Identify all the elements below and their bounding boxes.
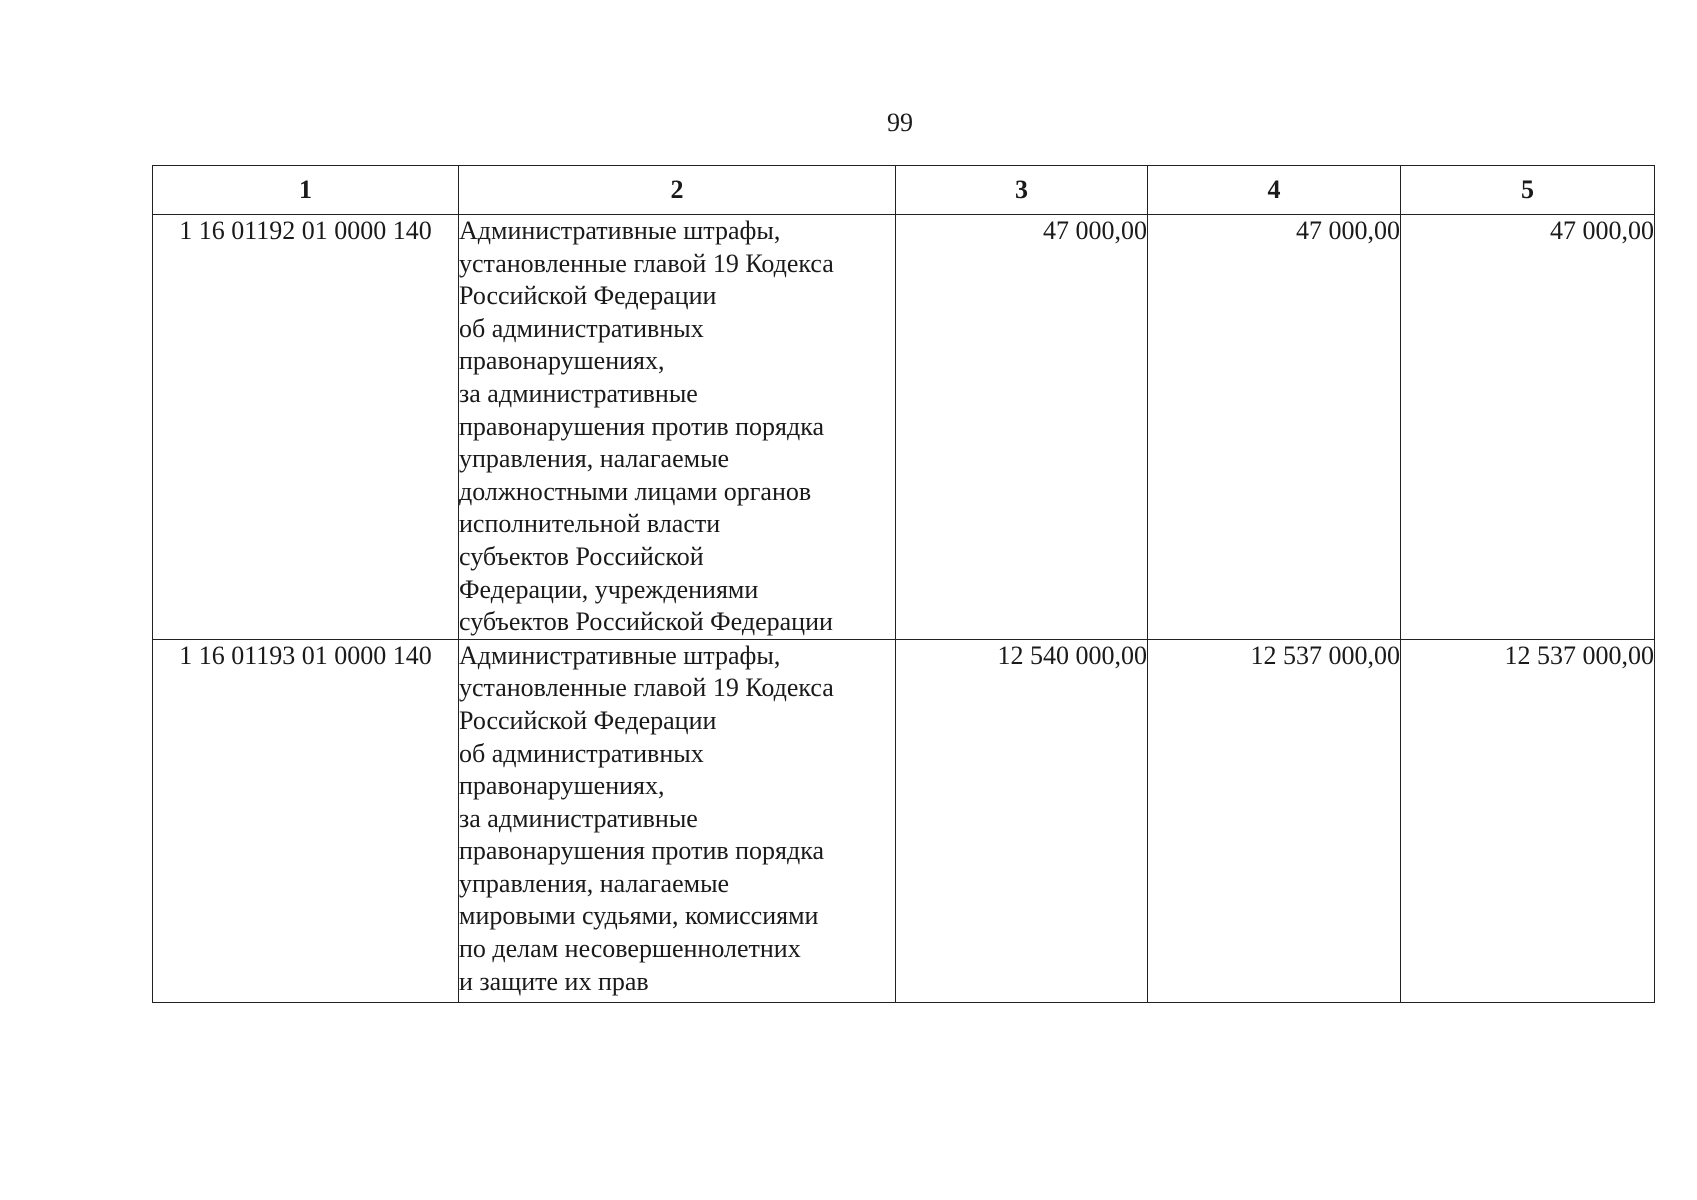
description-line: правонарушения против порядка (459, 411, 825, 441)
budget-table (152, 165, 1655, 1003)
description-line: мировыми судьями, комиссиями (459, 901, 819, 931)
header-col-2: 2 (459, 166, 896, 215)
description-line: Федерации, учреждениями (459, 574, 759, 604)
table-header-row (153, 166, 1655, 215)
amount-col-3: 47 000,00 (896, 215, 1148, 640)
amount-col-5: 12 537 000,00 (1401, 639, 1655, 1002)
header-col-5: 5 (1401, 166, 1655, 215)
description-line: должностными лицами органов (459, 476, 812, 506)
table-row (153, 215, 1655, 640)
header-col-3: 3 (896, 166, 1148, 215)
description-line: субъектов Российской (459, 541, 704, 571)
description-line: Административные штрафы, (459, 640, 781, 670)
description-line: и защите их прав (459, 966, 649, 996)
header-col-4: 4 (1148, 166, 1401, 215)
description-line: исполнительной власти (459, 509, 721, 539)
description-line: об административных (459, 738, 704, 768)
description-line: Российской Федерации (459, 281, 717, 311)
amount-col-4: 12 537 000,00 (1148, 639, 1401, 1002)
amount-col-3: 12 540 000,00 (896, 639, 1148, 1002)
income-description (459, 215, 896, 640)
classification-code: 1 16 01193 01 0000 140 (153, 639, 459, 1002)
amount-col-4: 47 000,00 (1148, 215, 1401, 640)
description-line: по делам несовершеннолетних (459, 934, 801, 964)
amount-col-5: 47 000,00 (1401, 215, 1655, 640)
description-line: правонарушениях, (459, 771, 665, 801)
description-line: управления, налагаемые (459, 444, 730, 474)
description-line: установленные главой 19 Кодекса (459, 248, 834, 278)
description-line: субъектов Российской Федерации (459, 607, 833, 637)
description-line: управления, налагаемые (459, 868, 730, 898)
income-description (459, 639, 896, 1002)
description-line: Российской Федерации (459, 705, 717, 735)
description-line: об административных (459, 313, 704, 343)
description-line: установленные главой 19 Кодекса (459, 673, 834, 703)
description-line: правонарушениях, (459, 346, 665, 376)
description-line: за административные (459, 803, 698, 833)
header-col-1: 1 (153, 166, 459, 215)
description-line: правонарушения против порядка (459, 836, 825, 866)
table-row (153, 639, 1655, 1002)
description-line: Административные штрафы, (459, 216, 781, 245)
description-line: за административные (459, 378, 698, 408)
page-number: 99 (887, 108, 913, 137)
classification-code: 1 16 01192 01 0000 140 (153, 215, 459, 640)
